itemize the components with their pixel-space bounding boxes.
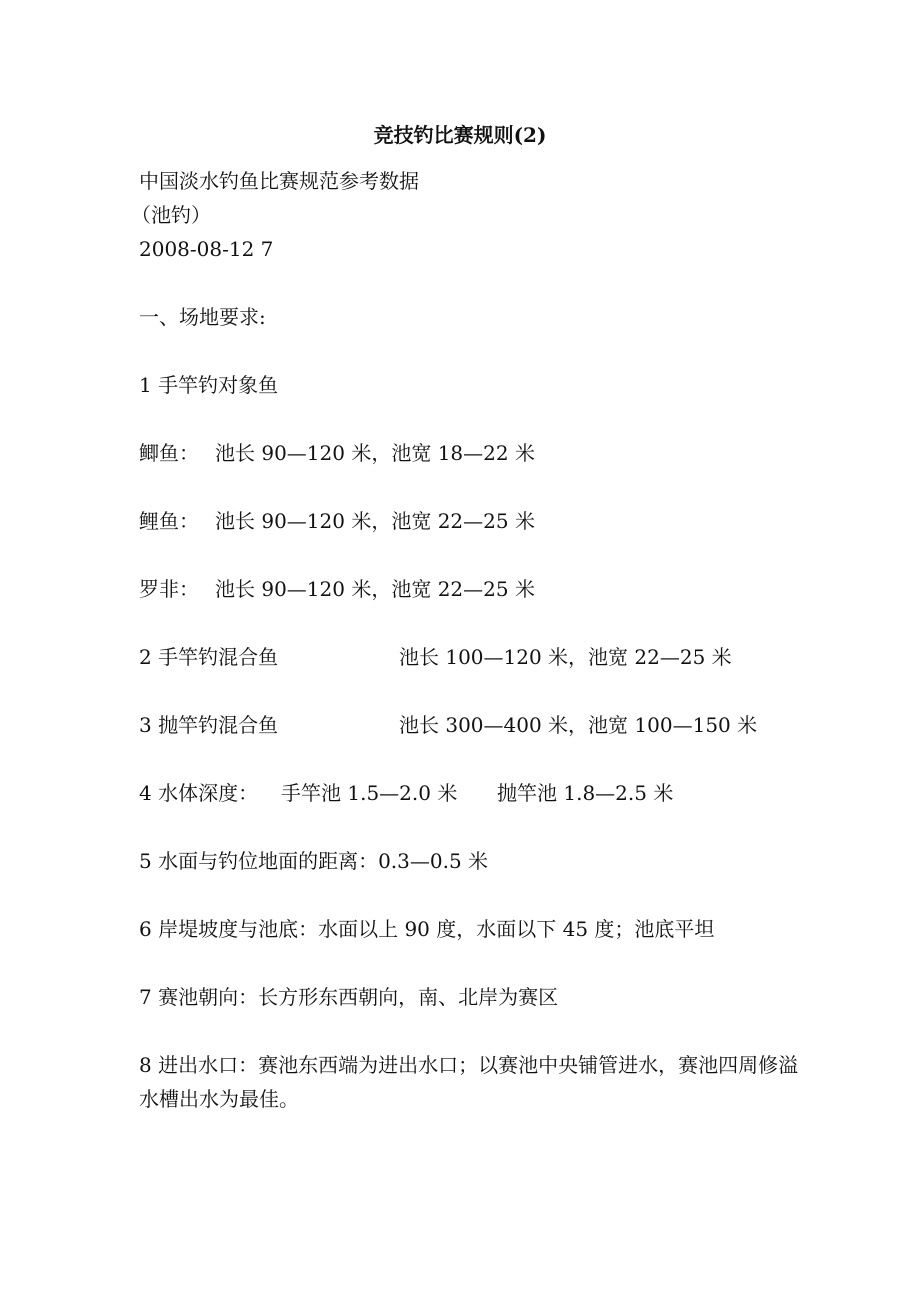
- item-4-row: [139, 776, 673, 810]
- item-5: 5 水面与钓位地面的距离：0.3—0.5 米: [139, 849, 489, 873]
- item-2-spec: 池长 100—120 米，池宽 22—25 米: [399, 645, 732, 669]
- fish-name: 鲤鱼：: [139, 509, 199, 533]
- item-3-row: [139, 708, 757, 742]
- item-8: 8 进出水口：赛池东西端为进出水口；以赛池中央铺管进水，赛池四周修溢水槽出水为最佳。: [139, 1053, 799, 1111]
- fish-spec: 池长 90—120 米，池宽 22—25 米: [215, 509, 535, 533]
- document-date: 2008-08-12 7: [139, 237, 274, 261]
- fish-row-carp: [139, 504, 535, 538]
- fish-name: 鲫鱼：: [139, 441, 199, 465]
- item-4-label: 4 水体深度：: [139, 781, 259, 805]
- section-heading-venue: 一、场地要求:: [139, 305, 266, 329]
- fish-name: 罗非：: [139, 577, 199, 601]
- fish-row-crucian: [139, 436, 535, 470]
- document-title: 竞技钓比赛规则(2): [373, 123, 547, 147]
- item-1-heading: 1 手竿钓对象鱼: [139, 373, 279, 397]
- document-subtitle: 中国淡水钓鱼比赛规范参考数据: [139, 169, 419, 193]
- fish-row-tilapia: [139, 572, 535, 606]
- item-2-label: 2 手竿钓混合鱼: [139, 645, 279, 669]
- item-4-hand-pond: 手竿池 1.5—2.0 米: [281, 781, 458, 805]
- item-6: 6 岸堤坡度与池底：水面以上 90 度，水面以下 45 度；池底平坦: [139, 917, 715, 941]
- item-3-label: 3 抛竿钓混合鱼: [139, 713, 279, 737]
- item-3-spec: 池长 300—400 米，池宽 100—150 米: [399, 713, 758, 737]
- subtitle-note: （池钓）: [131, 203, 211, 227]
- fish-spec: 池长 90—120 米，池宽 18—22 米: [215, 441, 535, 465]
- item-4-cast-pond: 抛竿池 1.8—2.5 米: [497, 781, 674, 805]
- item-7: 7 赛池朝向：长方形东西朝向，南、北岸为赛区: [139, 985, 559, 1009]
- fish-spec: 池长 90—120 米，池宽 22—25 米: [215, 577, 535, 601]
- item-2-row: [139, 640, 732, 674]
